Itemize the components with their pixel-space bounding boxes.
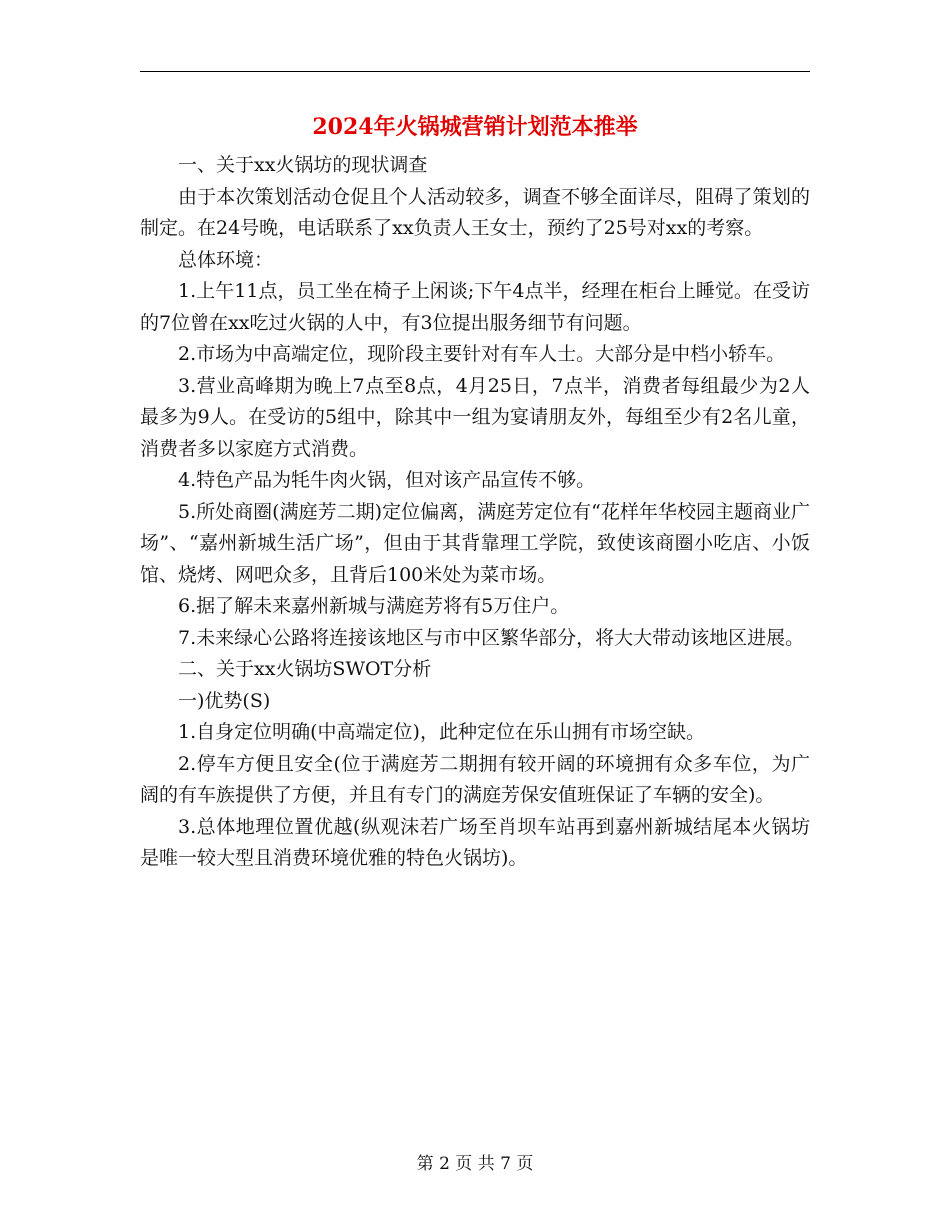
subheading-strengths: 一)优势(S) xyxy=(178,689,271,712)
list-item-1: 1.上午11点，员工坐在椅子上闲谈;下午4点半，经理在柜台上睡觉。在受访的7位曾在xx吃过火锅的人中，有3位提出服务细节有问题。 xyxy=(140,280,810,334)
list-item-7: 7.未来绿心公路将连接该地区与市中区繁华部分，将大大带动该地区进展。 xyxy=(178,626,805,649)
list-item-6: 6.据了解未来嘉州新城与满庭芳将有5万住户。 xyxy=(178,595,570,617)
document-body xyxy=(140,150,810,875)
section-heading-2: 二、关于xx火锅坊SWOT分析 xyxy=(178,658,432,680)
page-footer: 第 2 页 共 7 页 xyxy=(416,1154,534,1174)
list-item-3: 3.营业高峰期为晚上7点至8点，4月25日，7点半，消费者每组最少为2人最多为9人。在受访的5组中，除其中一组为宴请朋友外，每组至少有2名儿童，消费者多以家庭方式消费。 xyxy=(140,374,810,460)
strength-item-1: 1.自身定位明确(中高端定位)，此种定位在乐山拥有市场空缺。 xyxy=(178,721,705,743)
strength-item-3: 3.总体地理位置优越(纵观沫若广场至肖坝车站再到嘉州新城结尾本火锅坊是唯一较大型且消费环境优雅的特色火锅坊)。 xyxy=(140,815,810,869)
subheading-environment: 总体环境： xyxy=(178,248,274,271)
paragraph-intro: 由于本次策划活动仓促且个人活动较多，调查不够全面详尽，阻碍了策划的制定。在24号晚，电话联系了xx负责人王女士，预约了25号对xx的考察。 xyxy=(140,185,810,239)
section-heading-1: 一、关于xx火锅坊的现状调查 xyxy=(178,154,428,176)
header-rule xyxy=(140,71,810,72)
list-item-5: 5.所处商圈(满庭芳二期)定位偏离，满庭芳定位有“花样年华校园主题商业广场”、“嘉州新城生活广场”，但由于其背靠理工学院，致使该商圈小吃店、小饭馆、烧烤、网吧众多，且背后100米处为菜市场。 xyxy=(140,500,810,586)
document-title: 2024年火锅城营销计划范本推举 xyxy=(312,114,638,140)
strength-item-2: 2.停车方便且安全(位于满庭芳二期拥有较开阔的环境拥有众多车位，为广阔的有车族提供了方便，并且有专门的满庭芳保安值班保证了车辆的安全)。 xyxy=(140,752,810,806)
list-item-2: 2.市场为中高端定位，现阶段主要针对有车人士。大部分是中档小轿车。 xyxy=(178,343,786,365)
list-item-4: 4.特色产品为牦牛肉火锅，但对该产品宣传不够。 xyxy=(178,469,596,491)
